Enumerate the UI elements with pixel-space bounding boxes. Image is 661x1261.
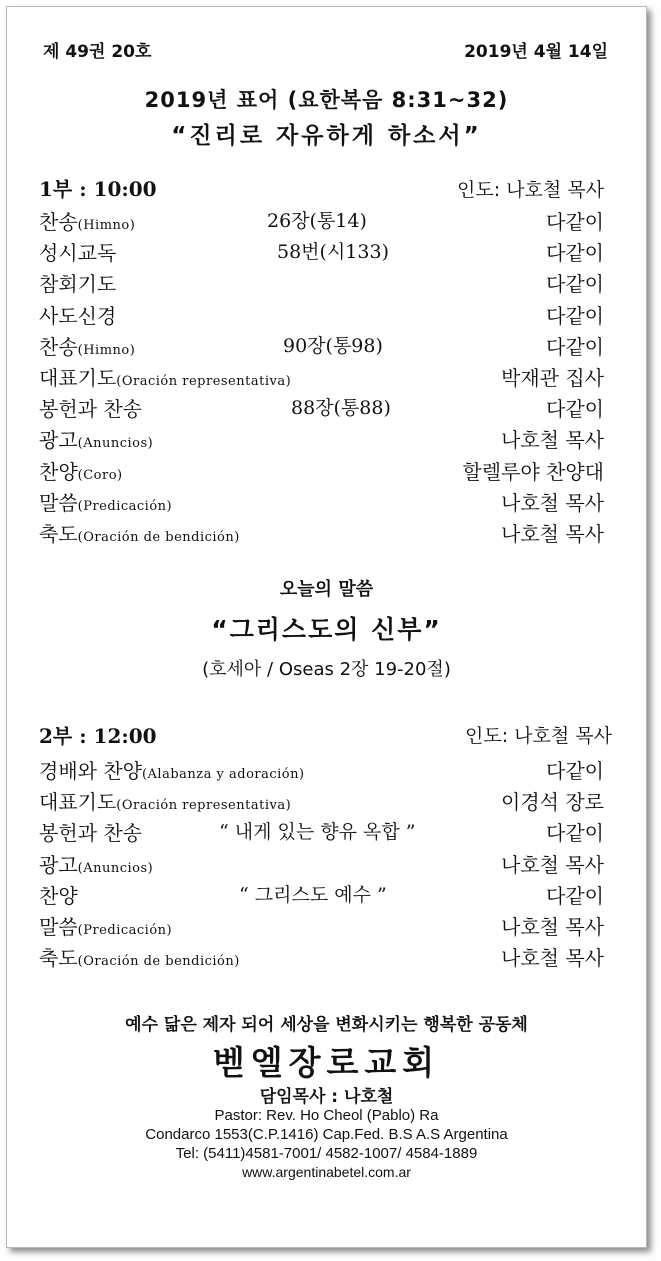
order-item-title: 대표기도 [39, 790, 117, 815]
order-item-leader: 다같이 [546, 759, 604, 783]
order-item [39, 237, 604, 267]
order-item-name [39, 487, 172, 516]
order-item-spanish: (Coro) [77, 467, 123, 483]
order-item-name [39, 786, 291, 815]
order-item-leader: 이경석 장로 [501, 790, 604, 815]
order-item [39, 518, 604, 548]
year-motto: “진리로 자유하게 하소서” [171, 123, 482, 149]
order-item [39, 206, 604, 236]
order-item-title: 봉헌과 찬송 [39, 821, 142, 846]
order-item-spanish: (Anuncios) [77, 860, 154, 876]
order-item-leader: 다같이 [546, 821, 604, 846]
order-item-leader: 다같이 [546, 334, 604, 359]
order-item-name [39, 424, 153, 453]
order-item-title: 성시교독 [39, 241, 117, 266]
order-item [39, 755, 604, 785]
order-item-name [39, 268, 116, 297]
sermon-label: 오늘의 말씀 [279, 579, 374, 600]
order-item-leader: 박재관 집사 [501, 366, 604, 390]
order-item-hymn: 58번(시133) [277, 241, 389, 264]
order-item-spanish: (Oración representativa) [116, 798, 292, 814]
order-item [39, 817, 604, 847]
order-item [39, 393, 604, 423]
order-item [39, 362, 604, 392]
order-item [39, 487, 604, 517]
order-item [39, 300, 604, 330]
sermon-title: “그리스도의 신부” [211, 615, 442, 644]
order-item-hymn: 88장(통88) [291, 397, 391, 420]
church-address: Condarco 1553(C.P.1416) Cap.Fed. B.S A.S Argentina [145, 1126, 508, 1143]
order-item-name [39, 331, 135, 360]
order-item-hymn: “ 그리스도 예수 ” [239, 883, 387, 906]
order-item-leader: 다같이 [546, 303, 604, 328]
order-item-spanish: (Himno) [77, 218, 136, 233]
order-item-title: 찬양 [39, 459, 78, 484]
order-item-hymn: 26장(통14) [267, 210, 367, 232]
order-item-title: 경배와 찬양 [39, 759, 142, 783]
order-item-leader: 나호철 목사 [501, 915, 604, 939]
order-item-title: 광고 [39, 852, 78, 877]
order-item-name [39, 456, 123, 485]
order-item-spanish: (Oración de bendición) [77, 530, 240, 545]
order-item [39, 942, 604, 972]
church-name: 벧엘장로교회 [212, 1043, 441, 1082]
order-item-leader: 다같이 [546, 210, 604, 234]
order-item-title: 대표기도 [39, 366, 117, 390]
order-item-name [39, 393, 142, 422]
order-item [39, 880, 604, 910]
order-item-spanish: (Predicación) [77, 923, 173, 938]
order-item-name [39, 817, 142, 846]
church-website[interactable]: www.argentinabetel.com.ar [242, 1164, 411, 1180]
order-item [39, 911, 604, 941]
volume-number: 제 49권 20호 [43, 42, 152, 62]
order-item [39, 786, 604, 816]
service1-leader: 인도: 나호철 목사 [457, 179, 604, 201]
order-item-spanish: (Predicación) [77, 498, 173, 514]
service2-heading: 2부 : 12:00 [39, 724, 157, 748]
order-item-leader: 나호철 목사 [501, 490, 604, 515]
order-item-name [39, 237, 116, 266]
order-item-name [39, 300, 116, 329]
church-phone: Tel: (5411)4581-7001/ 4582-1007/ 4584-1889 [175, 1145, 478, 1162]
order-item-spanish: (Alabanza y adoración) [141, 767, 305, 782]
sermon-reference: (호세아 / Oseas 2장 19-20절) [202, 659, 451, 680]
order-item-spanish: (Himno) [77, 342, 136, 358]
order-item-title: 찬송 [39, 210, 78, 234]
order-item-spanish: (Oración representativa) [116, 374, 292, 389]
order-item-leader: 나호철 목사 [501, 946, 604, 971]
order-item-leader: 다같이 [546, 272, 604, 297]
order-item [39, 424, 604, 454]
order-item [39, 456, 604, 486]
pastor-english: Pastor: Rev. Ho Cheol (Pablo) Ra [214, 1107, 439, 1124]
order-item-leader: 나호철 목사 [501, 428, 604, 453]
order-item-name [39, 362, 291, 391]
order-item-title: 축도 [39, 522, 78, 546]
order-item [39, 849, 604, 879]
order-item-hymn: 90장(통98) [283, 334, 383, 357]
order-item-leader: 다같이 [546, 397, 604, 422]
order-item [39, 331, 604, 361]
order-item-title: 광고 [39, 428, 78, 453]
service2-leader: 인도: 나호철 목사 [465, 725, 612, 747]
order-item-leader: 다같이 [546, 241, 604, 266]
order-item-title: 말씀 [39, 490, 78, 515]
order-item-title: 찬송 [39, 334, 78, 359]
order-item-title: 사도신경 [39, 303, 117, 328]
order-item-name [39, 880, 78, 909]
order-item-title: 찬양 [39, 883, 78, 908]
order-item-title: 참회기도 [39, 272, 117, 297]
order-item-spanish: (Oración de bendición) [77, 954, 240, 970]
church-motto: 예수 닮은 제자 되어 세상을 변화시키는 행복한 공동체 [125, 1015, 528, 1035]
order-item-title: 축도 [39, 946, 78, 971]
order-item-leader: 나호철 목사 [501, 852, 604, 877]
order-item-name [39, 911, 172, 940]
order-item-name [39, 518, 240, 547]
order-item-title: 말씀 [39, 915, 78, 939]
bulletin-date: 2019년 4월 14일 [464, 42, 608, 62]
order-item-name [39, 942, 240, 971]
service1-heading: 1부 : 10:00 [39, 177, 157, 201]
order-item-name [39, 206, 135, 235]
order-item-spanish: (Anuncios) [77, 436, 154, 452]
order-item-hymn: “ 내게 있는 향유 옥합 ” [219, 821, 416, 844]
order-item [39, 268, 604, 298]
order-item-name [39, 849, 153, 878]
order-item-leader: 다같이 [546, 883, 604, 908]
bulletin-page [6, 6, 647, 1248]
order-item-title: 봉헌과 찬송 [39, 397, 142, 422]
order-item-leader: 나호철 목사 [501, 522, 604, 546]
year-theme: 2019년 표어 (요한복음 8:31~32) [144, 88, 509, 112]
order-item-leader: 할렐루야 찬양대 [462, 459, 604, 484]
order-item-name [39, 755, 305, 784]
senior-pastor: 담임목사 : 나호철 [259, 1087, 394, 1107]
